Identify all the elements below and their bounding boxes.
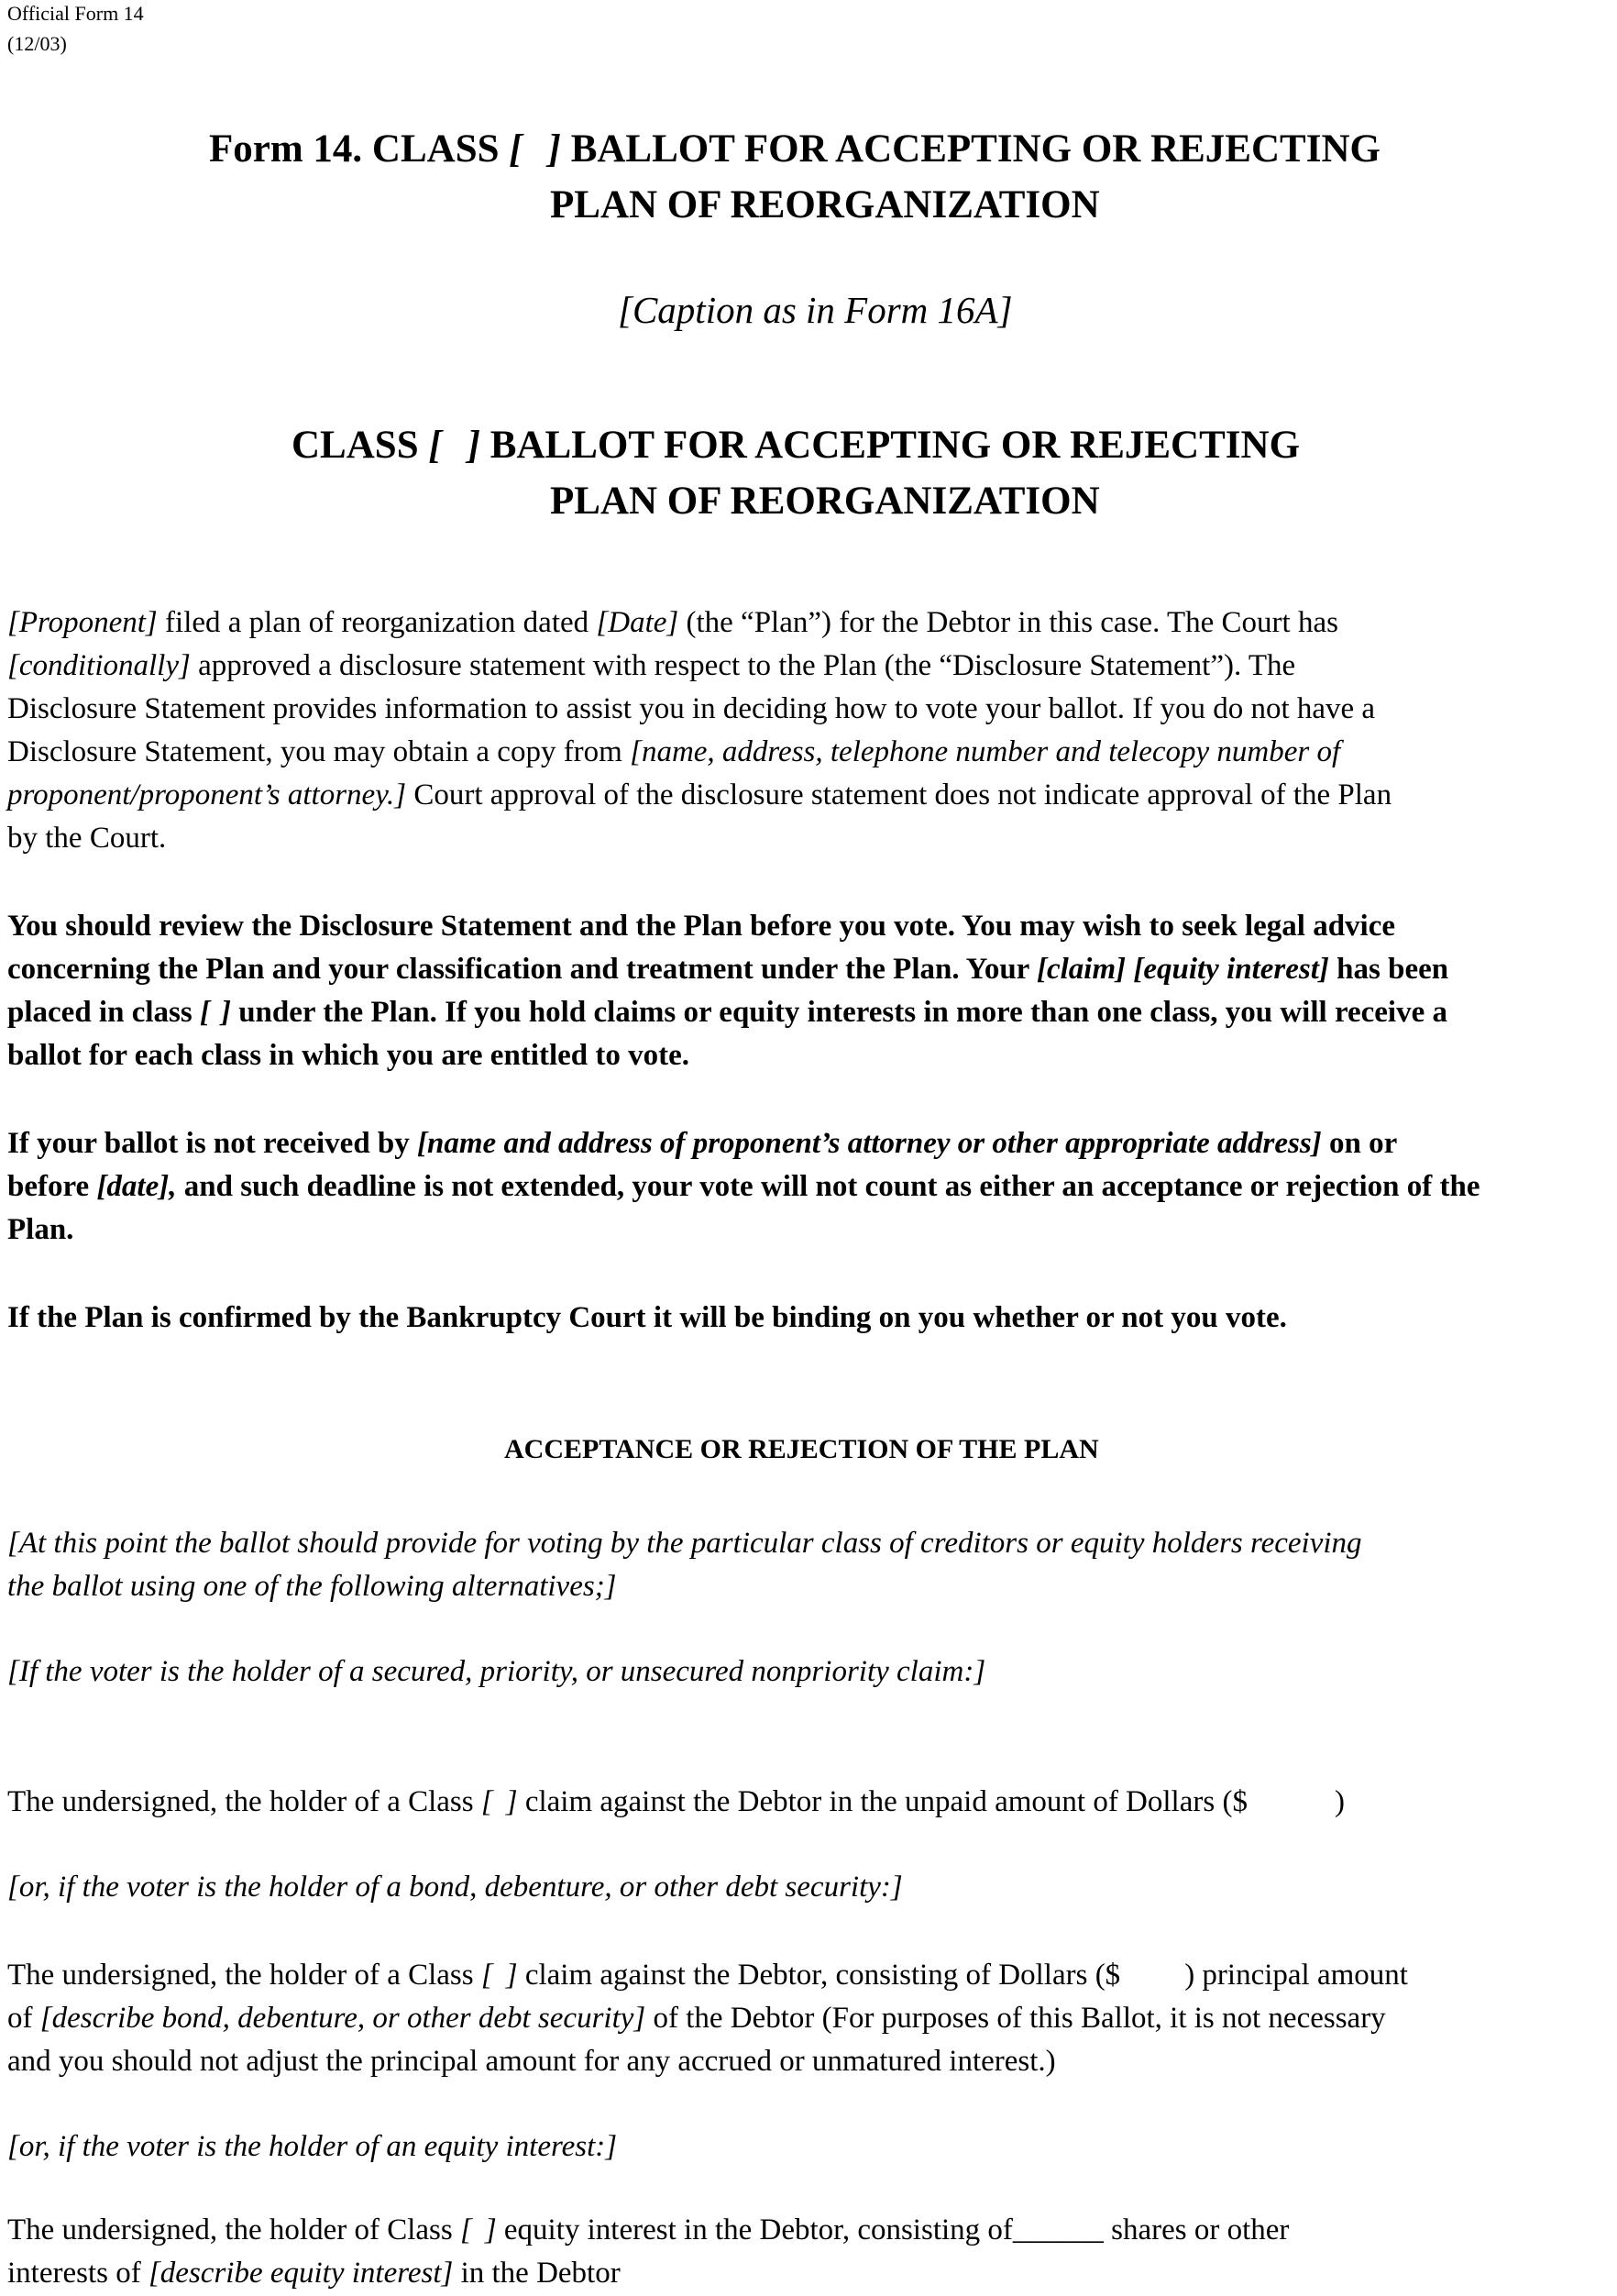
acceptance-section-heading: ACCEPTANCE OR REJECTION OF THE PLAN: [504, 1434, 1099, 1464]
equity-statement-line-1: [7, 2209, 1289, 2253]
title-open-bracket: [: [509, 127, 522, 171]
intro-line-6: by the Court.: [7, 822, 167, 855]
instruction-line-2: the ballot using one of the following alternatives;]: [7, 1570, 617, 1603]
proponent-placeholder: [Proponent]: [7, 606, 158, 639]
text: approved a disclosure statement with respect to the Plan (the “Disclosure Statement”). The: [198, 649, 1296, 682]
equity-holder-instruction: [or, if the voter is the holder of an equity interest:]: [7, 2130, 618, 2163]
text: ]: [505, 1959, 518, 1992]
text: placed in class: [7, 996, 192, 1029]
text: The undersigned, the holder of a Class: [7, 1785, 474, 1818]
deadline-line-3: Plan.: [7, 1213, 74, 1246]
text: and such deadline is not extended, your vote will not count as either an acceptance or rejection of the: [183, 1170, 1480, 1203]
text: on or: [1328, 1127, 1398, 1160]
conditionally-placeholder: [conditionally]: [7, 649, 191, 682]
text: ]: [484, 2213, 497, 2246]
title-class-label: Form 14. CLASS: [209, 127, 500, 171]
text: The undersigned, the holder of Class: [7, 2213, 453, 2246]
bond-description-placeholder: [describe bond, debenture, or other debt security]: [39, 2002, 646, 2035]
text: The undersigned, the holder of a Class: [7, 1959, 474, 1992]
ballot-heading: [292, 417, 1300, 474]
text: If your ballot is not received by: [7, 1127, 410, 1160]
form-id: Official Form 14: [7, 2, 144, 25]
address-placeholder: [name and address of proponent’s attorney or other appropriate address]: [417, 1127, 1322, 1160]
intro-line-5: [7, 774, 1392, 818]
intro-line-1: [7, 602, 1338, 646]
subtitle-class-label: CLASS: [292, 424, 419, 467]
text: [: [480, 1785, 493, 1818]
deadline-line-1: [7, 1122, 1397, 1166]
title-ballot-text: BALLOT FOR ACCEPTING OR REJECTING: [570, 127, 1380, 171]
caption-instruction: [Caption as in Form 16A]: [618, 289, 1013, 331]
attorney-placeholder: proponent/proponent’s attorney.]: [7, 778, 407, 811]
review-line-3: [7, 991, 1447, 1035]
text: ]: [220, 996, 231, 1029]
intro-line-3: Disclosure Statement provides information to assist you in deciding how to vote your ballot. If you do not have a: [7, 692, 1376, 725]
bond-statement-line-2: [7, 1997, 1386, 2041]
claim-interest-placeholder: [claim] [equity interest]: [1036, 953, 1329, 986]
text: claim against the Debtor, consisting of Dollars ($: [524, 1959, 1121, 1992]
text: concerning the Plan and your classification and treatment under the Plan. Your: [7, 953, 1029, 986]
review-line-1: You should review the Disclosure Statement and the Plan before you vote. You may wish to seek legal advice: [7, 910, 1396, 943]
text: Disclosure Statement, you may obtain a copy from: [7, 735, 622, 768]
form-title-line2: PLAN OF REORGANIZATION: [550, 183, 1100, 226]
equity-description-placeholder: [describe equity interest]: [148, 2257, 454, 2290]
claim-holder-instruction: [If the voter is the holder of a secured, priority, or unsecured nonpriority claim:]: [7, 1655, 986, 1688]
bond-statement-line-3: and you should not adjust the principal amount for any accrued or unmatured interest.): [7, 2045, 1056, 2078]
subtitle-open-bracket: [: [428, 424, 442, 467]
review-line-2: [7, 948, 1448, 992]
text: ): [1334, 1785, 1345, 1818]
text: shares or other: [1111, 2213, 1290, 2246]
subtitle-close-bracket: ]: [467, 424, 481, 467]
text: equity interest in the Debtor, consisting of: [503, 2213, 1013, 2246]
text: in the Debtor: [460, 2257, 621, 2290]
text: of the Debtor (For purposes of this Ballot, it is not necessary: [653, 2002, 1386, 2035]
intro-line-2: [7, 645, 1295, 689]
date-placeholder: [Date]: [596, 606, 679, 639]
deadline-date-placeholder: [date],: [96, 1170, 177, 1203]
subtitle-ballot-text: BALLOT FOR ACCEPTING OR REJECTING: [490, 424, 1301, 467]
text: [: [480, 1959, 493, 1992]
title-close-bracket: ]: [547, 127, 561, 171]
form-title: [209, 121, 1380, 178]
shares-blank[interactable]: ______: [1012, 2213, 1104, 2246]
binding-notice: If the Plan is confirmed by the Bankruptcy Court it will be binding on you whether or not you vote.: [7, 1301, 1287, 1334]
ballot-heading-line2: PLAN OF REORGANIZATION: [550, 480, 1100, 523]
instruction-line-1: [At this point the ballot should provide for voting by the particular class of creditors or equity holders receiving: [7, 1527, 1362, 1560]
text: filed a plan of reorganization dated: [165, 606, 589, 639]
intro-line-4: [7, 731, 1340, 775]
text: before: [7, 1170, 90, 1203]
claim-statement: [7, 1781, 1345, 1825]
text: (the “Plan”) for the Debtor in this case. The Court has: [686, 606, 1338, 639]
text: ) principal amount: [1184, 1959, 1408, 1992]
deadline-line-2: [7, 1165, 1480, 1209]
text: interests of: [7, 2257, 141, 2290]
text: of: [7, 2002, 33, 2035]
review-line-4: ballot for each class in which you are entitled to vote.: [7, 1039, 689, 1072]
text: Court approval of the disclosure statement does not indicate approval of the Plan: [413, 778, 1392, 811]
text: claim against the Debtor in the unpaid amount of Dollars ($: [524, 1785, 1248, 1818]
text: has been: [1336, 953, 1449, 986]
text: under the Plan. If you hold claims or equity interests in more than one class, you will receive a: [238, 996, 1447, 1029]
equity-statement-line-2: [7, 2252, 621, 2296]
text: ]: [505, 1785, 518, 1818]
bond-holder-instruction: [or, if the voter is the holder of a bond, debenture, or other debt security:]: [7, 1871, 903, 1904]
form-date: (12/03): [7, 32, 67, 55]
text: [: [459, 2213, 472, 2246]
bond-statement-line-1: [7, 1954, 1408, 1998]
contact-placeholder: [name, address, telephone number and telecopy number of: [630, 735, 1341, 768]
text: [: [199, 996, 210, 1029]
